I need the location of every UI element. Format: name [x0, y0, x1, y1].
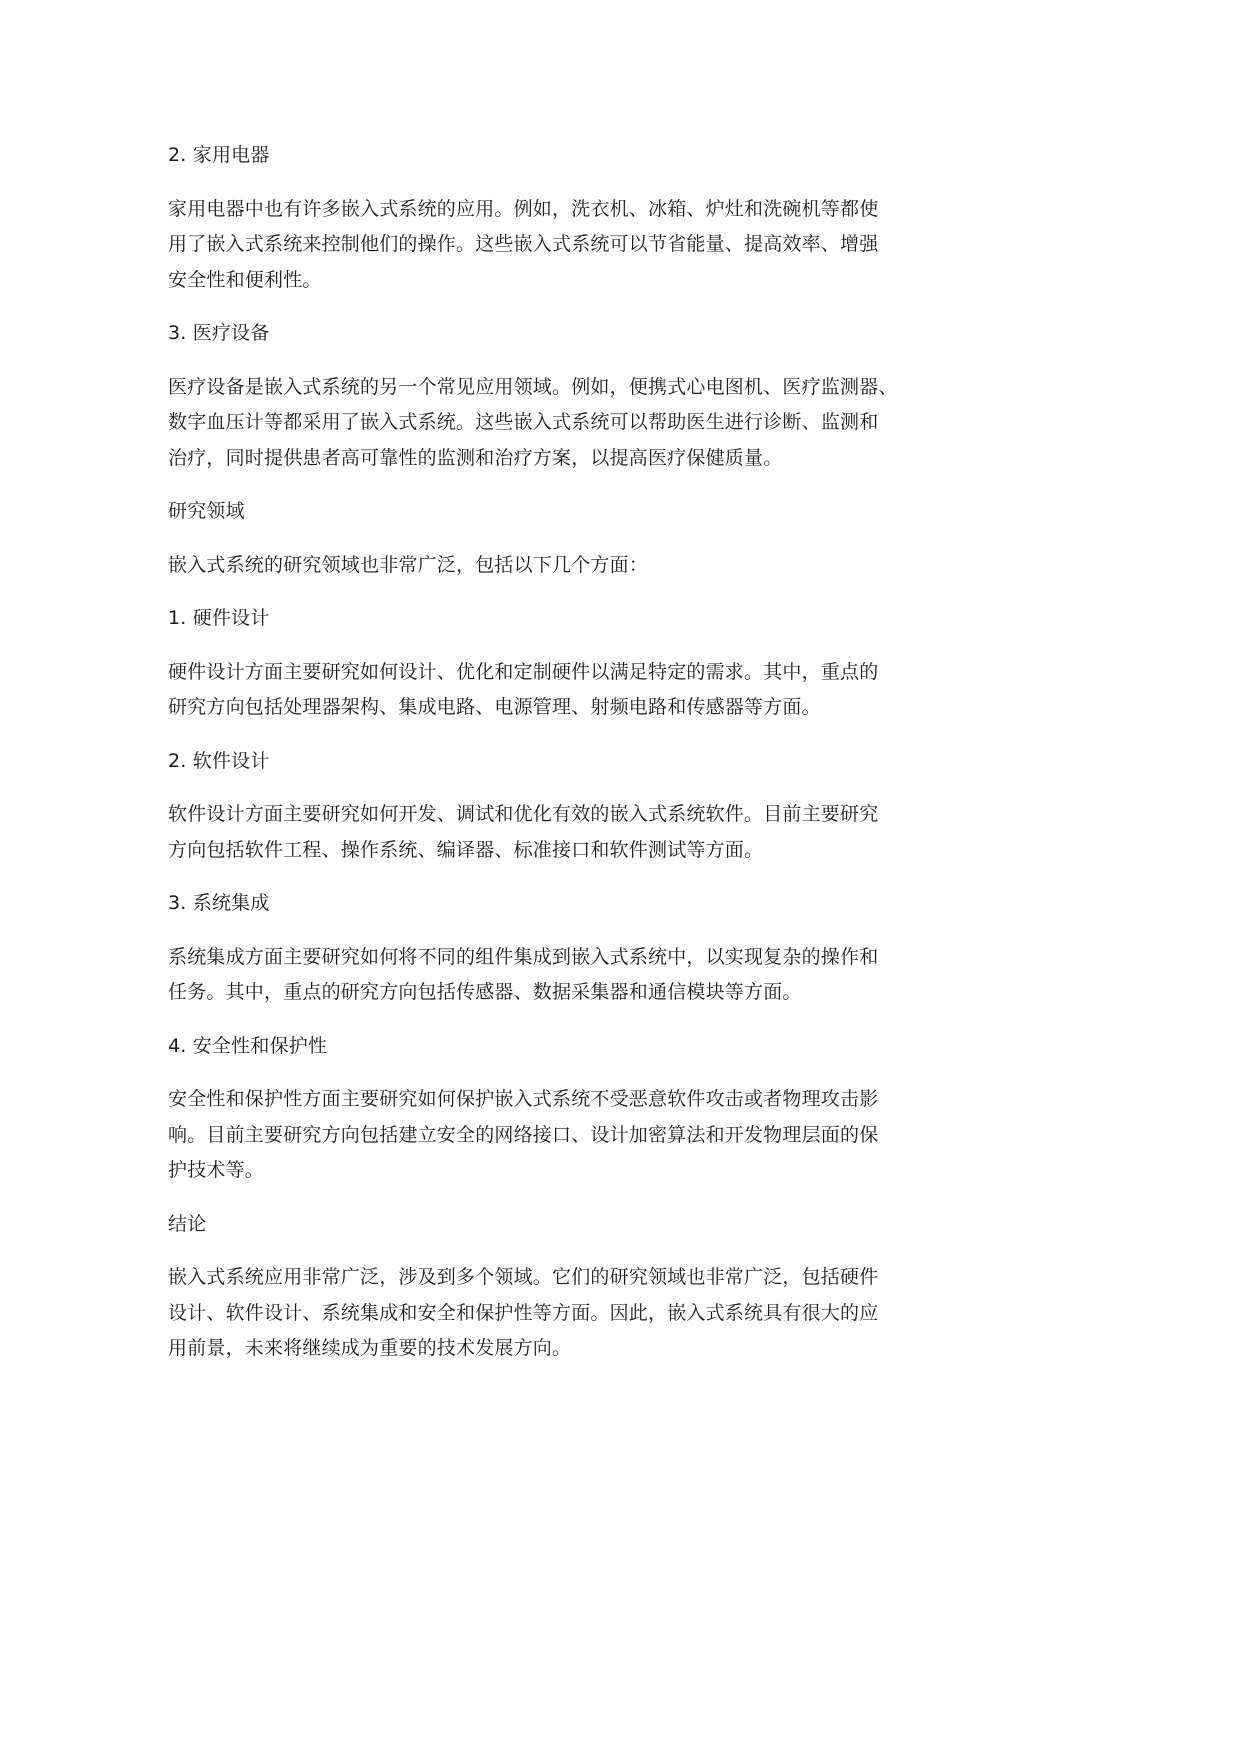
paragraph-software-design [168, 797, 938, 868]
paragraph-conclusion [168, 1260, 938, 1367]
paragraph-line: 软件设计方面主要研究如何开发、调试和优化有效的嵌入式系统软件。目前主要研究 [168, 803, 879, 825]
paragraph-line: 嵌入式系统的研究领域也非常广泛，包括以下几个方面： [168, 553, 649, 576]
heading-security: 4. 安全性和保护性 [168, 1034, 328, 1057]
paragraph-line: 医疗设备是嵌入式系统的另一个常见应用领域。例如，便携式心电图机、医疗监测器、 [168, 375, 898, 398]
heading-system-integration: 3. 系统集成 [168, 892, 270, 914]
heading-home-appliances: 2. 家用电器 [168, 144, 270, 166]
paragraph-line: 设计、软件设计、系统集成和安全和保护性等方面。因此，嵌入式系统具有很大的应 [168, 1301, 879, 1324]
document-page [168, 138, 938, 1385]
paragraph-system-integration [168, 940, 938, 1011]
paragraph-line: 用了嵌入式系统来控制他们的操作。这些嵌入式系统可以节省能量、提高效率、增强 [168, 233, 879, 255]
paragraph-line: 安全性和保护性方面主要研究如何保护嵌入式系统不受恶意软件攻击或者物理攻击影 [168, 1088, 879, 1110]
paragraph-line: 任务。其中，重点的研究方向包括传感器、数据采集器和通信模块等方面。 [168, 981, 802, 1003]
paragraph-line: 家用电器中也有许多嵌入式系统的应用。例如，洗衣机、冰箱、炉灶和洗碗机等都使 [168, 197, 879, 220]
paragraph-hardware-design [168, 655, 938, 726]
paragraph-line: 用前景，未来将继续成为重要的技术发展方向。 [168, 1337, 572, 1359]
paragraph-home-appliances [168, 192, 938, 299]
heading-software-design: 2. 软件设计 [168, 749, 270, 772]
heading-medical-devices: 3. 医疗设备 [168, 322, 270, 344]
paragraph-line: 方向包括软件工程、操作系统、编译器、标准接口和软件测试等方面。 [168, 838, 764, 861]
paragraph-line: 响。目前主要研究方向包括建立安全的网络接口、设计加密算法和开发物理层面的保 [168, 1123, 879, 1146]
paragraph-line: 数字血压计等都采用了嵌入式系统。这些嵌入式系统可以帮助医生进行诊断、监测和 [168, 411, 879, 433]
paragraph-research-areas [168, 548, 938, 584]
paragraph-security [168, 1082, 938, 1189]
paragraph-line: 硬件设计方面主要研究如何设计、优化和定制硬件以满足特定的需求。其中，重点的 [168, 660, 879, 683]
heading-hardware-design: 1. 硬件设计 [168, 607, 270, 629]
paragraph-medical-devices [168, 370, 938, 477]
heading-conclusion: 结论 [168, 1212, 207, 1235]
paragraph-line: 嵌入式系统应用非常广泛，涉及到多个领域。它们的研究领域也非常广泛，包括硬件 [168, 1266, 879, 1288]
paragraph-line: 研究方向包括处理器架构、集成电路、电源管理、射频电路和传感器等方面。 [168, 696, 821, 718]
paragraph-line: 系统集成方面主要研究如何将不同的组件集成到嵌入式系统中，以实现复杂的操作和 [168, 945, 879, 968]
paragraph-line: 治疗，同时提供患者高可靠性的监测和治疗方案，以提高医疗保健质量。 [168, 446, 783, 469]
paragraph-line: 安全性和便利性。 [168, 268, 322, 291]
heading-research-areas: 研究领域 [168, 500, 245, 522]
paragraph-line: 护技术等。 [168, 1159, 265, 1181]
